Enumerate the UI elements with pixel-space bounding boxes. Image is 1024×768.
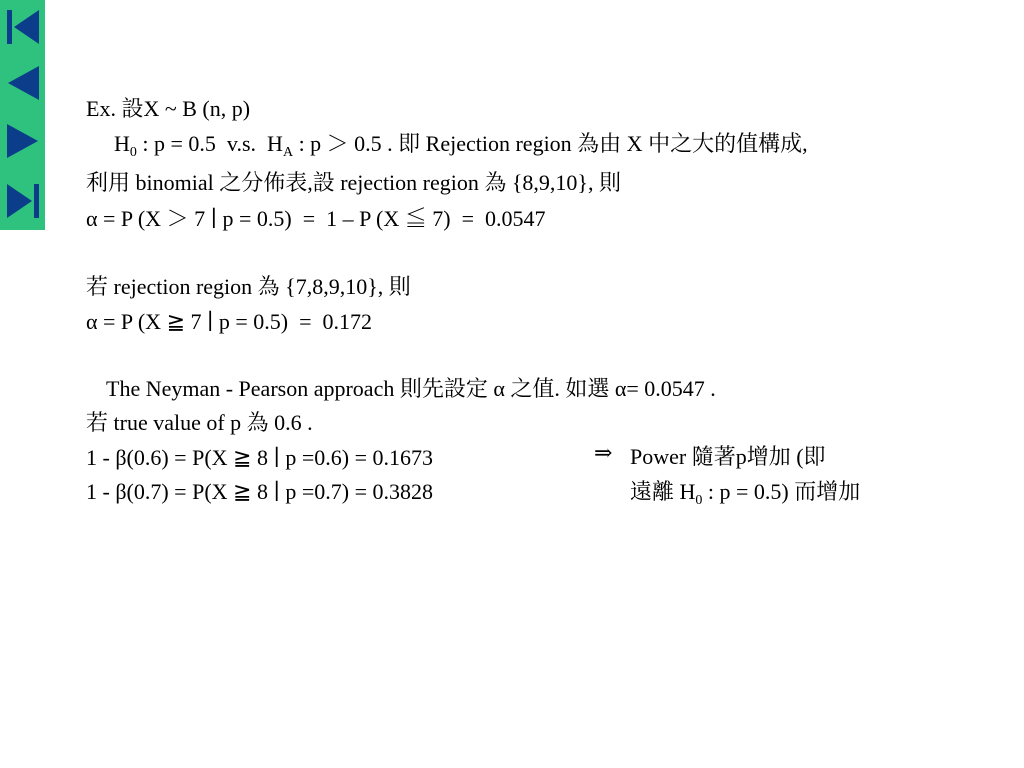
power-note-post: : p = 0.5) 而增加 [702,479,861,504]
hypothesis-middle: : p = 0.5 v.s. H [136,131,283,156]
hypothesis-line [114,131,808,160]
h0-symbol: H [114,131,130,156]
last-slide-icon [4,180,42,222]
power-formula-2: 1 - β(0.7) = P(X ≧ 8 ∣ p =0.7) = 0.3828 [86,479,434,504]
power-formula-1: 1 - β(0.6) = P(X ≧ 8 ∣ p =0.6) = 0.1673 [86,445,434,470]
alternate-region-line: 若 rejection region 為 {7,8,9,10}, 則 [86,274,411,299]
previous-slide-icon [4,62,42,104]
alpha-formula-2: α = P (X ≧ 7 ∣ p = 0.5) = 0.172 [86,309,373,334]
alpha-formula-1: α = P (X ＞ 7 ∣ p = 0.5) = 1 – P (X ≦ 7) = 0.0547 [86,206,546,231]
ha-subscript: A [282,145,294,160]
first-slide-icon [4,6,42,48]
power-note-subscript: 0 [695,493,703,508]
power-note-pre: 遠離 H [630,479,696,504]
next-slide-button[interactable] [4,120,42,162]
power-note-line-1: Power 隨著p增加 (即 [630,444,826,469]
implies-arrow: ⇒ [594,440,613,465]
power-note-line-2 [630,479,861,508]
hypothesis-rest: : p ＞ 0.5 . 即 Rejection region 為由 X 中之大的值構成, [293,131,808,156]
next-slide-icon [4,120,42,162]
first-slide-button[interactable] [4,6,42,48]
previous-slide-button[interactable] [4,62,42,104]
last-slide-button[interactable] [4,180,42,222]
true-value-line: 若 true value of p 為 0.6 . [86,410,313,435]
binomial-table-line: 利用 binomial 之分佈表,設 rejection region 為 {8,9,10}, 則 [86,170,621,195]
example-heading: Ex. 設X ~ B (n, p) [86,96,251,121]
neyman-pearson-line: The Neyman - Pearson approach 則先設定 α 之值. 如選 α= 0.0547 . [106,376,716,401]
slide-navigation-bar [0,0,45,230]
h0-subscript: 0 [129,145,137,160]
